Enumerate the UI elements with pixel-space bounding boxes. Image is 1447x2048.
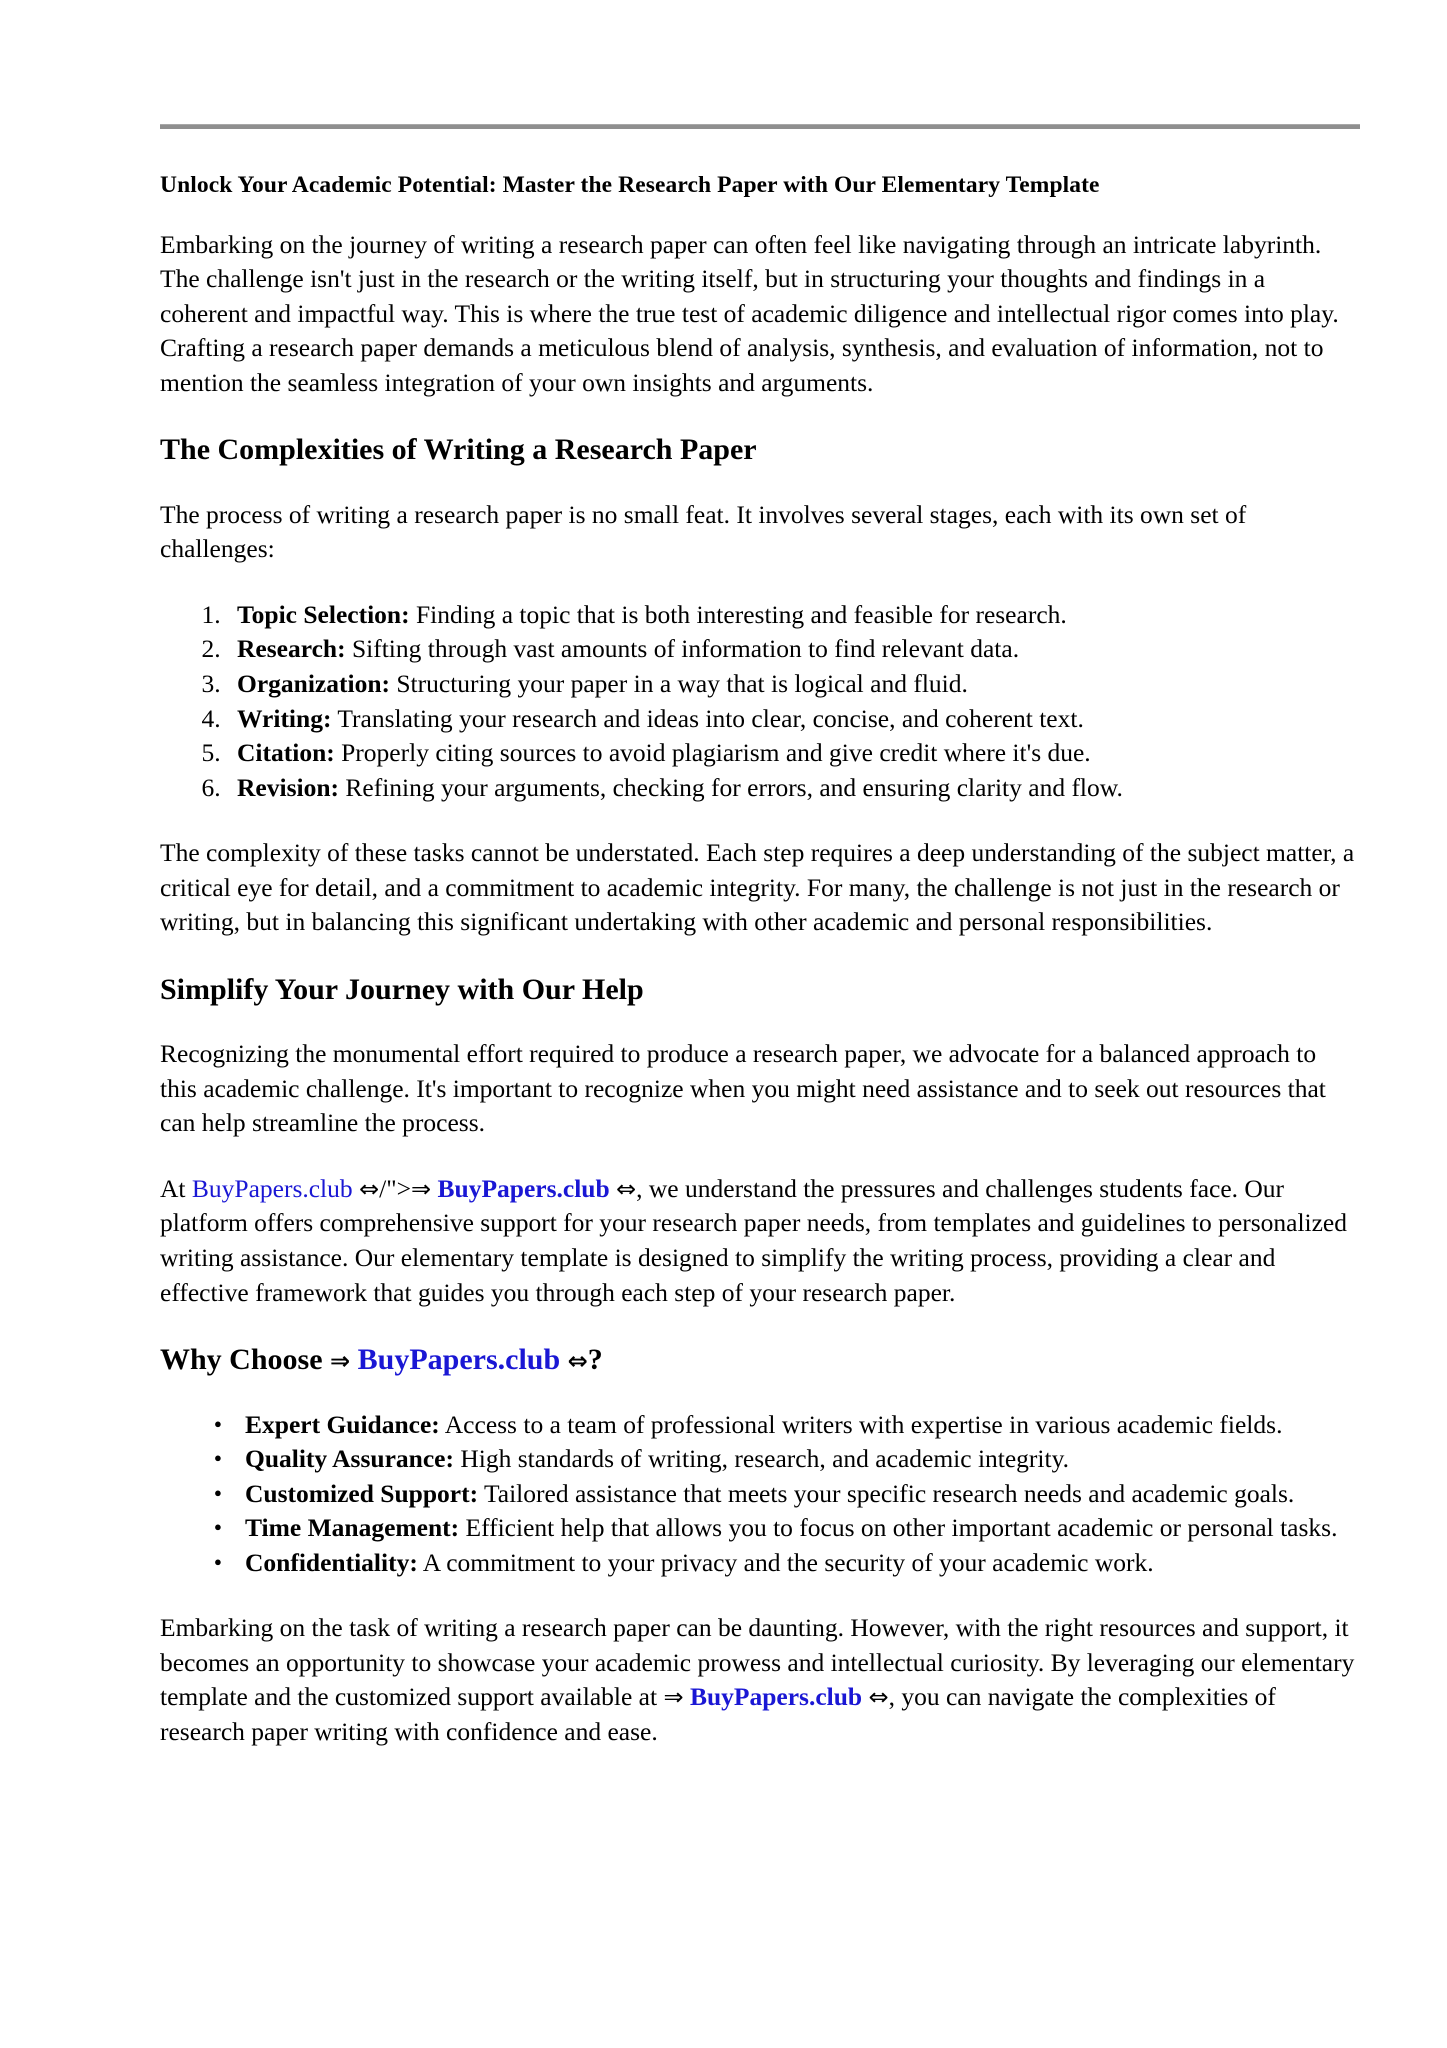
why-choose-prefix: Why Choose [160,1343,331,1377]
benefit-description: Access to a team of professional writers with expertise in various academic fields. [439,1409,1283,1439]
horizontal-rule [160,124,1360,129]
double-arrow-icon: ⇔ [868,1683,889,1712]
benefit-term: Expert Guidance: [245,1409,440,1439]
list-item [227,736,1358,771]
step-term: Revision: [237,772,339,802]
research-steps-list [160,598,1358,805]
list-item [235,1408,1358,1443]
list-item [227,632,1358,667]
buypapers-link-closing[interactable]: BuyPapers.club [689,1682,863,1712]
document-content [160,170,1358,1781]
step-description: Properly citing sources to avoid plagiarism and give credit where it's due. [334,738,1091,768]
benefit-description: Tailored assistance that meets your specific research needs and academic goals. [478,1478,1295,1508]
double-arrow-icon: ⇔ [567,1347,588,1376]
benefit-description: Efficient help that allows you to focus on other important academic or personal tasks. [459,1513,1338,1543]
benefit-term: Customized Support: [245,1478,479,1508]
why-choose-suffix: ? [587,1343,603,1377]
list-item [227,598,1358,633]
link-paragraph-suffix: , we understand the pressures and challenges students face. Our platform offers comprehensive support for your research paper needs, from templates and guidelines to personalized writing assistance. Our elementary template is designed to simplify the writing process, providing a clear and effective framework that guides you through each step of your research paper. [160,1173,1347,1307]
closing-suffix: , you can navigate the complexities of research paper writing with confidence and ease. [160,1682,1276,1746]
benefit-description: High standards of writing, research, and academic integrity. [453,1444,1070,1474]
list-item [235,1442,1358,1477]
step-description: Translating your research and ideas into clear, concise, and coherent text. [331,703,1084,733]
intro-paragraph: Embarking on the journey of writing a research paper can often feel like navigating through an intricate labyrinth. The challenge isn't just in the research or the writing itself, but in structuring your thoughts and findings in a coherent and impactful way. This is where the true test of academic diligence and intellectual rigor comes into play. Crafting a research paper demands a meticulous blend of analysis, synthesis, and evaluation of information, not to mention the seamless integration of your own insights and arguments. [160,229,1339,397]
closing-paragraph [160,1611,1358,1749]
step-term: Research: [237,634,346,664]
step-description: Finding a topic that is both interesting and feasible for research. [409,599,1067,629]
buypapers-link-heading[interactable]: BuyPapers.club [357,1343,561,1377]
step-term: Citation: [237,738,335,768]
list-item [227,771,1358,806]
heading-complexities: The Complexities of Writing a Research Paper [160,433,757,467]
benefit-description: A commitment to your privacy and the security of your academic work. [417,1547,1154,1577]
top-divider-wrapper [160,124,1360,129]
benefits-list [160,1408,1358,1581]
complexities-closing-paragraph: The complexity of these tasks cannot be understated. Each step requires a deep understanding of the subject matter, a critical eye for detail, and a commitment to academic integrity. For many, the challenge is not just in the research or writing, but in balancing this significant undertaking with other academic and personal responsibilities. [160,838,1355,937]
step-description: Sifting through vast amounts of information to find relevant data. [345,634,1020,664]
step-term: Topic Selection: [237,599,410,629]
list-item [235,1511,1358,1546]
benefit-term: Quality Assurance: [245,1444,454,1474]
closing-prefix: Embarking on the task of writing a research paper can be daunting. However, with the right resources and support, it becomes an opportunity to showcase your academic prowess and intellectual curiosity. By leveraging our elementary template and the customized support available at [160,1613,1355,1712]
step-term: Organization: [237,668,390,698]
list-item [227,702,1358,737]
step-term: Writing: [237,703,332,733]
list-item [235,1477,1358,1512]
stray-markup-text: /"> [379,1173,412,1203]
double-arrow-icon: ⇔ [616,1174,637,1203]
heading-simplify: Simplify Your Journey with Our Help [160,972,644,1006]
simplify-paragraph: Recognizing the monumental effort required to produce a research paper, we advocate for a balanced approach to this academic challenge. It's important to recognize when you might need assistance and to seek out resources that can help streamline the process. [160,1039,1326,1138]
page-title: Unlock Your Academic Potential: Master the Research Paper with Our Elementary Template [160,172,1100,198]
right-arrow-icon: ⇒ [330,1347,351,1376]
benefit-term: Confidentiality: [245,1547,418,1577]
buypapers-link-bold[interactable]: BuyPapers.club [437,1173,610,1203]
benefit-term: Time Management: [245,1513,460,1543]
right-arrow-icon: ⇒ [663,1683,684,1712]
step-description: Refining your arguments, checking for errors, and ensuring clarity and flow. [339,772,1123,802]
link-paragraph-prefix: At [160,1173,192,1203]
complexities-lead-paragraph: The process of writing a research paper is no small feat. It involves several stages, each with its own set of challenges: [160,499,1247,564]
heading-why-choose [160,1341,1358,1379]
list-item [227,667,1358,702]
step-description: Structuring your paper in a way that is logical and fluid. [390,668,968,698]
buypapers-link-paragraph [160,1172,1358,1310]
right-arrow-icon: ⇒ [411,1174,432,1203]
double-arrow-icon: ⇔ [359,1174,380,1203]
list-item [235,1546,1358,1581]
buypapers-link-plain[interactable]: BuyPapers.club [191,1173,353,1203]
